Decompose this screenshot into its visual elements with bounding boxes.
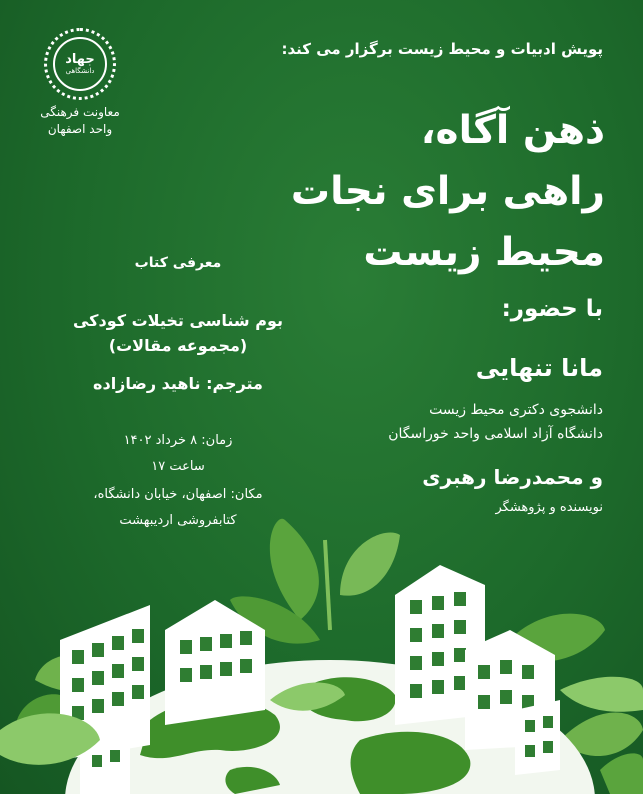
book-title (60, 308, 296, 358)
event-place-line-2: کتابفروشی اردیبهشت (119, 513, 237, 528)
poster-title (291, 100, 605, 283)
logo-name: جهاد (65, 51, 95, 67)
title-line-1: ذهن آگاه، (420, 108, 605, 153)
jahad-logo (44, 28, 116, 100)
organizer-line-2: واحد اصفهان (47, 122, 113, 136)
organizer-name (20, 104, 140, 138)
book-title-line-1: بوم شناسی تخیلات کودکی (72, 311, 283, 330)
guest-2-description: نویسنده و پژوهشگر (495, 500, 603, 515)
event-hour: ساعت ۱۷ (151, 459, 205, 474)
event-time (60, 428, 296, 480)
presence-label: با حضور: (501, 296, 603, 322)
guest-1-description (388, 398, 603, 446)
guest-1-desc-line-2: دانشگاه آزاد اسلامی واحد خوراسگان (388, 426, 603, 442)
eco-city-illustration (0, 500, 643, 794)
guest-1-desc-line-1: دانشجوی دکتری محیط زیست (429, 402, 603, 418)
logo-subtitle: دانشگاهی (65, 66, 95, 75)
intro-text: پویش ادبیات و محیط زیست برگزار می کند: (281, 40, 603, 58)
book-intro-label: معرفی کتاب (134, 255, 222, 271)
organizer-line-1: معاونت فرهنگی (40, 105, 120, 119)
title-line-3: محیط زیست (363, 230, 605, 275)
book-translator: مترجم: ناهید رضازاده (93, 374, 263, 393)
event-date: زمان: ۸ خرداد ۱۴۰۲ (123, 433, 233, 448)
guest-2-name: و محمدرضا رهبری (422, 465, 603, 489)
book-title-line-2: (مجموعه مقالات) (108, 336, 248, 355)
guest-1-name: مانا تنهایی (475, 354, 603, 382)
event-place-line-1: مکان: اصفهان، خیابان دانشگاه، (93, 487, 263, 502)
title-line-2: راهی برای نجات (290, 169, 605, 214)
